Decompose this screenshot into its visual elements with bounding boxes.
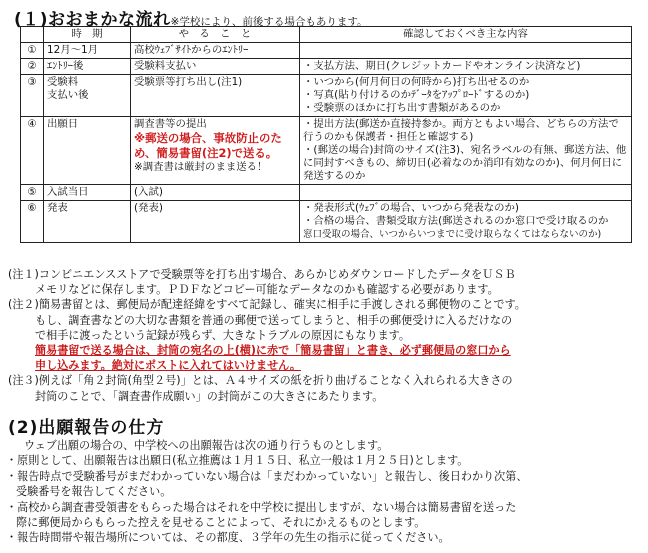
row-num: ⑥ (21, 201, 44, 243)
row-num: ① (21, 43, 44, 59)
row-period: 発表 (44, 201, 131, 243)
header-task: や る こ と (131, 27, 300, 43)
check-item: ・合格の場合、書類受取方法(郵送されるのか窓口で受け取るのか (303, 215, 609, 227)
bullet-item-cont: 受験番号を報告してください。 (16, 485, 172, 499)
row-check (300, 117, 632, 185)
row-check (300, 75, 632, 117)
check-item: ・提出方法(郵送か直接持参か。両方ともよい場合、どちらの方法で行うのかも保護者・担任と確認する) (303, 118, 619, 143)
row-task (131, 117, 300, 185)
bullet-item-cont: 際に郵便局からもらった控えを見せることによって、それにかえるものとします。 (16, 516, 426, 530)
row-check (300, 185, 632, 201)
row-task: (入試) (131, 185, 300, 201)
check-item: ・(郵送の場合)封筒のサイズ(注3)、宛名ラベルの有無、郵送方法、他に同封すべきもの、締切日(必着なのか消印有効なのか)、何月何日に発送するのか (303, 144, 627, 182)
table-row (21, 117, 632, 185)
section1-title: (１)おおまかな流れ (14, 10, 171, 30)
section2-intro: ウェブ出願の場合の、中学校への出願報告は次の通り行うものとします。 (24, 439, 389, 452)
table-row (21, 75, 632, 117)
check-item: 窓口受取の場合、いつからいつまでに受け取らなくてはならないのか) (303, 229, 602, 240)
row-check (300, 201, 632, 243)
check-item: ・支払方法、期日(クレジットカードやオンライン決済など) (303, 60, 581, 72)
table-row (21, 43, 632, 59)
table-row (21, 185, 632, 201)
row-num: ④ (21, 117, 44, 185)
row-check (300, 59, 632, 75)
note-2-line: もし、調査書などの大切な書類を普通の郵便で送ってしまうと、相手の郵便受けに入るだけなの (35, 313, 513, 327)
header-check: 確認しておくべき主な内容 (300, 27, 632, 43)
row-task: 高校ｳｪﾌﾞｻｲﾄからのｴﾝﾄﾘｰ (131, 43, 300, 59)
section2-title: (2)出願報告の仕方 (8, 418, 165, 438)
note-2-warning: 簡易書留で送る場合は、封筒の宛名の上(横)に赤で「簡易書留」と書き、必ず郵便局の窓口から (35, 344, 511, 358)
bullet-item: ・報告時点で受験番号がまだわかっていない場合は「まだわかっていない」と報告し、後日わかり次第、 (6, 469, 528, 483)
table-header-row (21, 27, 632, 43)
row-task: 受験料支払い (131, 59, 300, 75)
header-period: 時 期 (44, 27, 131, 43)
row-task: 受験票等打ち出し(注1) (131, 75, 300, 117)
row-period: 入試当日 (44, 185, 131, 201)
bullet-item: ・原則として、出願報告は出願日(私立推薦は１月１５日、私立一般は１月２５日)とします。 (6, 454, 469, 468)
note-2-line: (注２)簡易書留とは、郵便局が配達経緯をすべて記録し、確実に相手に手渡しされる郵便物のことです。 (8, 298, 526, 312)
registered-mail-warning: ※郵送の場合、事故防止のため、簡易書留(注2)で送る。 (134, 131, 282, 160)
task-label: 調査書等の提出 (134, 118, 207, 130)
row-period: 出願日 (44, 117, 131, 185)
section2-body (4, 438, 640, 546)
table-row (21, 59, 632, 75)
section1-note: ※学校により、前後する場合もあります。 (170, 16, 368, 28)
check-item: ・発表形式(ｳｪﾌﾞの場合、いつから発表なのか) (303, 202, 519, 214)
note-1-line: (注１)コンビニエンスストアで受験票等を打ち出す場合、あらかじめダウンロードしたデータをＵＳＢ (8, 268, 516, 281)
note-2-line: で相手に渡ったという記録が残らず、大きなトラブルの原因にもなります。 (35, 328, 410, 342)
check-item: ・受験票のほかに打ち出す書類があるのか (303, 102, 501, 114)
sealed-note: ※調査書は厳封のまま送る！ (134, 161, 268, 173)
row-period: 受験料 支払い後 (44, 75, 131, 117)
row-num: ② (21, 59, 44, 75)
bullet-item: ・報告時間帯や報告場所については、その都度、３学年の先生の指示に従ってください。 (6, 531, 450, 545)
row-check (300, 43, 632, 59)
row-task: (発表) (131, 201, 300, 243)
row-period: 12月～1月 (44, 43, 131, 59)
check-item: ・いつから(何月何日の何時から)打ち出せるのか (303, 76, 530, 88)
check-item: ・写真(貼り付けるのかﾃﾞｰﾀをｱｯﾌﾟﾛｰﾄﾞするのか) (303, 89, 530, 101)
row-period: ｴﾝﾄﾘｰ後 (44, 59, 131, 75)
table-row (21, 201, 632, 243)
note-3-line: (注３)例えば「角２封筒(角型２号)」とは、Ａ４サイズの紙を折り曲げることなく入れられる大きさの (8, 374, 513, 388)
row-num: ③ (21, 75, 44, 117)
note-3-line: 封筒のことで、「調査書作成願い」の封筒がこの大きさにあたります。 (35, 389, 384, 403)
note-2-warning: 申し込みます。絶対にポストに入れてはいけません。 (35, 359, 302, 373)
note-1-line: メモリなどに保存します。ＰＤＦなどコピー可能なデータなのかも確認する必要があります。 (35, 283, 499, 297)
flow-table (20, 26, 632, 243)
header-num (21, 27, 44, 43)
row-num: ⑤ (21, 185, 44, 201)
footnotes (8, 267, 640, 404)
bullet-item: ・高校から調査書受領書をもらった場合はそれを中学校に提出しますが、ない場合は簡易書留を送った (6, 500, 517, 514)
